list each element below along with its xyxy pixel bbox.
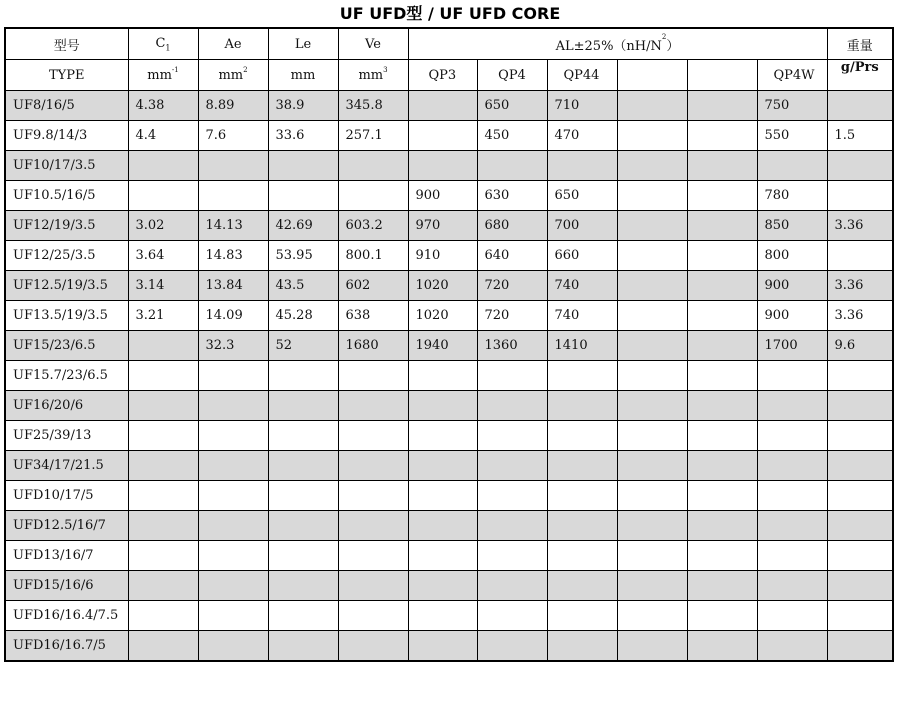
cell-qp4w [757, 151, 827, 181]
cell-c1 [128, 361, 198, 391]
cell-weight: 9.6 [827, 331, 893, 361]
table-row [5, 331, 893, 361]
cell-qp44: 700 [547, 211, 617, 241]
cell-weight [827, 421, 893, 451]
cell-qp4 [477, 601, 547, 631]
cell-qp3 [408, 361, 477, 391]
cell-qp4w: 780 [757, 181, 827, 211]
cell-c1: 4.4 [128, 121, 198, 151]
cell-qp44 [547, 571, 617, 601]
table-row [5, 451, 893, 481]
cell-qp3 [408, 601, 477, 631]
cell-type: UF16/20/6 [5, 391, 128, 421]
cell-ae [198, 601, 268, 631]
cell-e1 [617, 571, 687, 601]
cell-le [268, 571, 338, 601]
cell-ae: 14.09 [198, 301, 268, 331]
cell-ve: 602 [338, 271, 408, 301]
cell-c1 [128, 151, 198, 181]
table-row [5, 421, 893, 451]
cell-type: UF9.8/14/3 [5, 121, 128, 151]
cell-le: 45.28 [268, 301, 338, 331]
cell-qp44 [547, 151, 617, 181]
cell-qp4: 630 [477, 181, 547, 211]
cell-qp44 [547, 391, 617, 421]
cell-e2 [687, 271, 757, 301]
cell-le [268, 421, 338, 451]
cell-qp4: 450 [477, 121, 547, 151]
cell-qp3: 970 [408, 211, 477, 241]
cell-qp3 [408, 481, 477, 511]
header-weight-unit: g/Prs [827, 60, 893, 91]
cell-qp4 [477, 151, 547, 181]
cell-qp4: 650 [477, 91, 547, 121]
cell-e1 [617, 241, 687, 271]
cell-qp44 [547, 601, 617, 631]
cell-c1 [128, 601, 198, 631]
cell-ae [198, 391, 268, 421]
cell-type: UF34/17/21.5 [5, 451, 128, 481]
header-le: Le [268, 28, 338, 60]
cell-qp4: 720 [477, 301, 547, 331]
cell-weight: 1.5 [827, 121, 893, 151]
cell-e2 [687, 601, 757, 631]
cell-qp3 [408, 121, 477, 151]
cell-qp44: 470 [547, 121, 617, 151]
cell-e2 [687, 631, 757, 662]
cell-le [268, 391, 338, 421]
cell-le [268, 361, 338, 391]
cell-ve [338, 451, 408, 481]
cell-qp3: 900 [408, 181, 477, 211]
cell-e1 [617, 151, 687, 181]
table-row [5, 91, 893, 121]
cell-qp3: 1020 [408, 301, 477, 331]
table-row [5, 121, 893, 151]
cell-weight [827, 481, 893, 511]
cell-e1 [617, 631, 687, 662]
cell-type: UFD16/16.4/7.5 [5, 601, 128, 631]
cell-ae: 14.83 [198, 241, 268, 271]
cell-ve [338, 181, 408, 211]
cell-weight [827, 391, 893, 421]
cell-e2 [687, 91, 757, 121]
cell-e1 [617, 91, 687, 121]
table-row [5, 571, 893, 601]
cell-qp44 [547, 361, 617, 391]
cell-ae: 14.13 [198, 211, 268, 241]
cell-c1 [128, 481, 198, 511]
cell-c1 [128, 181, 198, 211]
cell-le: 33.6 [268, 121, 338, 151]
cell-qp44 [547, 511, 617, 541]
cell-ve: 603.2 [338, 211, 408, 241]
table-row [5, 181, 893, 211]
cell-ae [198, 541, 268, 571]
cell-type: UFD10/17/5 [5, 481, 128, 511]
cell-e2 [687, 511, 757, 541]
core-spec-table [4, 27, 894, 662]
cell-weight [827, 451, 893, 481]
cell-ae [198, 181, 268, 211]
cell-le [268, 601, 338, 631]
cell-qp4: 640 [477, 241, 547, 271]
cell-qp4w [757, 631, 827, 662]
cell-e1 [617, 271, 687, 301]
cell-e1 [617, 331, 687, 361]
cell-type: UF10/17/3.5 [5, 151, 128, 181]
cell-weight: 3.36 [827, 211, 893, 241]
table-row [5, 241, 893, 271]
cell-ve [338, 631, 408, 662]
cell-type: UF12/25/3.5 [5, 241, 128, 271]
cell-c1 [128, 391, 198, 421]
cell-qp44 [547, 421, 617, 451]
cell-ve [338, 151, 408, 181]
cell-type: UFD16/16.7/5 [5, 631, 128, 662]
cell-qp44: 740 [547, 301, 617, 331]
cell-qp3: 1020 [408, 271, 477, 301]
cell-e1 [617, 451, 687, 481]
cell-e1 [617, 391, 687, 421]
cell-ve [338, 481, 408, 511]
table-row [5, 151, 893, 181]
cell-qp3 [408, 91, 477, 121]
cell-qp4 [477, 481, 547, 511]
cell-qp4: 680 [477, 211, 547, 241]
cell-qp44 [547, 451, 617, 481]
cell-qp4w: 900 [757, 301, 827, 331]
cell-ae [198, 421, 268, 451]
cell-ae [198, 481, 268, 511]
table-row [5, 271, 893, 301]
cell-ve [338, 421, 408, 451]
cell-c1: 3.21 [128, 301, 198, 331]
cell-qp4: 720 [477, 271, 547, 301]
cell-qp4 [477, 421, 547, 451]
cell-qp44 [547, 481, 617, 511]
header-ae: Ae [198, 28, 268, 60]
cell-e1 [617, 361, 687, 391]
cell-qp4w [757, 571, 827, 601]
header-le-unit: mm [268, 60, 338, 91]
cell-le: 43.5 [268, 271, 338, 301]
cell-qp4w [757, 421, 827, 451]
header-qp44: QP44 [547, 60, 617, 91]
cell-qp3 [408, 451, 477, 481]
cell-e1 [617, 601, 687, 631]
header-empty-1 [617, 60, 687, 91]
cell-qp3 [408, 151, 477, 181]
cell-qp4w [757, 601, 827, 631]
cell-e2 [687, 571, 757, 601]
header-c1-unit: $mm^{-1}$ [128, 60, 198, 91]
cell-ve [338, 601, 408, 631]
cell-ae [198, 631, 268, 662]
cell-le: 52 [268, 331, 338, 361]
cell-qp4 [477, 571, 547, 601]
cell-qp4 [477, 391, 547, 421]
header-al: $AL\pm 25\%(nH/N^2)$ [408, 28, 827, 60]
cell-weight: 3.36 [827, 271, 893, 301]
header-qp4w: QP4W [757, 60, 827, 91]
header-weight-cn: 重量 [827, 28, 893, 60]
cell-type: UF13.5/19/3.5 [5, 301, 128, 331]
cell-qp3 [408, 571, 477, 601]
cell-e1 [617, 211, 687, 241]
cell-e2 [687, 391, 757, 421]
cell-ae [198, 451, 268, 481]
cell-e2 [687, 361, 757, 391]
cell-le [268, 151, 338, 181]
cell-e2 [687, 211, 757, 241]
cell-weight [827, 241, 893, 271]
cell-type: UFD13/16/7 [5, 541, 128, 571]
cell-qp4w [757, 541, 827, 571]
cell-qp44: 710 [547, 91, 617, 121]
cell-ve: 638 [338, 301, 408, 331]
cell-qp4w: 1700 [757, 331, 827, 361]
cell-ve [338, 391, 408, 421]
cell-ae: 32.3 [198, 331, 268, 361]
table-row [5, 211, 893, 241]
cell-qp3 [408, 421, 477, 451]
header-ve-unit: $mm^3$ [338, 60, 408, 91]
cell-qp44 [547, 631, 617, 662]
cell-e2 [687, 451, 757, 481]
cell-e2 [687, 241, 757, 271]
cell-e1 [617, 511, 687, 541]
header-qp4: QP4 [477, 60, 547, 91]
cell-ae: 13.84 [198, 271, 268, 301]
cell-weight [827, 511, 893, 541]
cell-qp4w: 850 [757, 211, 827, 241]
cell-e1 [617, 301, 687, 331]
cell-ve: 257.1 [338, 121, 408, 151]
table-row [5, 391, 893, 421]
cell-qp4w: 750 [757, 91, 827, 121]
cell-e2 [687, 151, 757, 181]
cell-qp3 [408, 391, 477, 421]
cell-weight [827, 571, 893, 601]
cell-qp3: 910 [408, 241, 477, 271]
cell-qp4w: 900 [757, 271, 827, 301]
cell-qp4w: 800 [757, 241, 827, 271]
cell-ve: 800.1 [338, 241, 408, 271]
cell-qp4w [757, 451, 827, 481]
cell-c1: 4.38 [128, 91, 198, 121]
cell-e2 [687, 541, 757, 571]
cell-qp4 [477, 451, 547, 481]
cell-e2 [687, 181, 757, 211]
cell-c1 [128, 331, 198, 361]
cell-c1 [128, 421, 198, 451]
cell-ae [198, 571, 268, 601]
cell-ae: 8.89 [198, 91, 268, 121]
cell-ve [338, 541, 408, 571]
table-row [5, 481, 893, 511]
cell-ve: 345.8 [338, 91, 408, 121]
cell-ae [198, 361, 268, 391]
cell-type: UF12.5/19/3.5 [5, 271, 128, 301]
cell-weight: 3.36 [827, 301, 893, 331]
cell-type: UF15.7/23/6.5 [5, 361, 128, 391]
table-row [5, 361, 893, 391]
cell-qp4 [477, 541, 547, 571]
cell-qp4w [757, 391, 827, 421]
cell-ae: 7.6 [198, 121, 268, 151]
cell-le [268, 631, 338, 662]
header-qp3: QP3 [408, 60, 477, 91]
cell-weight [827, 151, 893, 181]
cell-e2 [687, 481, 757, 511]
cell-type: UFD12.5/16/7 [5, 511, 128, 541]
cell-e1 [617, 541, 687, 571]
cell-le [268, 541, 338, 571]
cell-qp4w: 550 [757, 121, 827, 151]
cell-le [268, 511, 338, 541]
cell-type: UF10.5/16/5 [5, 181, 128, 211]
cell-e1 [617, 481, 687, 511]
cell-qp3: 1940 [408, 331, 477, 361]
cell-le [268, 451, 338, 481]
cell-e2 [687, 301, 757, 331]
cell-qp3 [408, 511, 477, 541]
cell-qp3 [408, 541, 477, 571]
cell-e1 [617, 181, 687, 211]
cell-le [268, 181, 338, 211]
cell-weight [827, 541, 893, 571]
cell-e2 [687, 121, 757, 151]
cell-weight [827, 361, 893, 391]
cell-c1: 3.02 [128, 211, 198, 241]
cell-c1 [128, 571, 198, 601]
cell-ae [198, 511, 268, 541]
cell-c1 [128, 511, 198, 541]
header-row-2 [5, 60, 893, 91]
cell-qp44 [547, 541, 617, 571]
cell-ve [338, 571, 408, 601]
cell-ae [198, 151, 268, 181]
cell-qp44: 660 [547, 241, 617, 271]
cell-e2 [687, 421, 757, 451]
header-type-en: TYPE [5, 60, 128, 91]
cell-le: 42.69 [268, 211, 338, 241]
cell-e1 [617, 421, 687, 451]
cell-type: UFD15/16/6 [5, 571, 128, 601]
cell-c1: 3.64 [128, 241, 198, 271]
cell-weight [827, 91, 893, 121]
cell-c1 [128, 631, 198, 662]
cell-weight [827, 601, 893, 631]
cell-qp44: 650 [547, 181, 617, 211]
header-row-1 [5, 28, 893, 60]
cell-qp4w [757, 481, 827, 511]
cell-e2 [687, 331, 757, 361]
cell-weight [827, 631, 893, 662]
cell-qp4w [757, 361, 827, 391]
cell-c1: 3.14 [128, 271, 198, 301]
cell-qp44: 1410 [547, 331, 617, 361]
cell-le: 53.95 [268, 241, 338, 271]
header-c1: $C_1$ [128, 28, 198, 60]
header-type-cn: 型号 [5, 28, 128, 60]
table-row [5, 511, 893, 541]
cell-type: UF12/19/3.5 [5, 211, 128, 241]
header-ae-unit: $mm^2$ [198, 60, 268, 91]
cell-qp4 [477, 511, 547, 541]
cell-qp3 [408, 631, 477, 662]
cell-type: UF25/39/13 [5, 421, 128, 451]
cell-qp4w [757, 511, 827, 541]
cell-le [268, 481, 338, 511]
cell-type: UF8/16/5 [5, 91, 128, 121]
table-row [5, 631, 893, 662]
header-ve: Ve [338, 28, 408, 60]
page-title: UF UFD型 / UF UFD CORE [339, 4, 561, 23]
cell-weight [827, 181, 893, 211]
cell-c1 [128, 541, 198, 571]
cell-qp4: 1360 [477, 331, 547, 361]
cell-le: 38.9 [268, 91, 338, 121]
cell-type: UF15/23/6.5 [5, 331, 128, 361]
cell-qp4 [477, 361, 547, 391]
cell-c1 [128, 451, 198, 481]
table-row [5, 301, 893, 331]
table-row [5, 541, 893, 571]
header-empty-2 [687, 60, 757, 91]
cell-ve [338, 361, 408, 391]
cell-ve: 1680 [338, 331, 408, 361]
cell-e1 [617, 121, 687, 151]
table-row [5, 601, 893, 631]
cell-qp44: 740 [547, 271, 617, 301]
cell-qp4 [477, 631, 547, 662]
cell-ve [338, 511, 408, 541]
